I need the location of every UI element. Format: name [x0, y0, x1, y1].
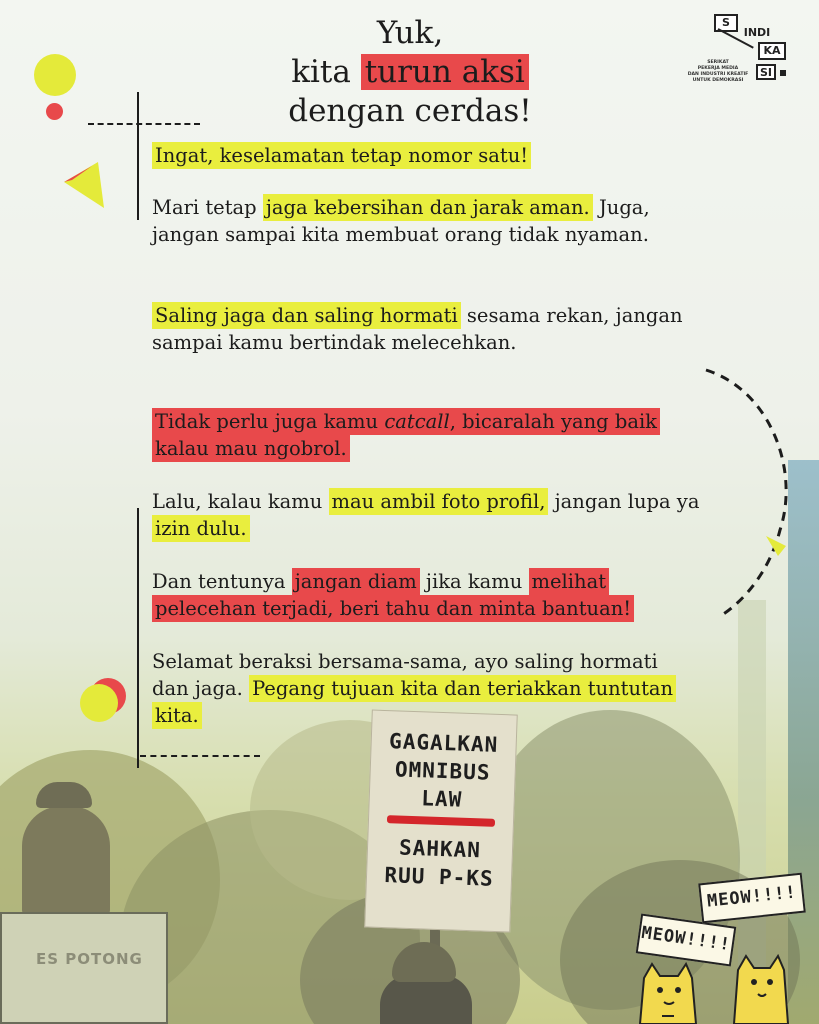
bottom-vertical-line — [137, 508, 139, 768]
protester-figure — [380, 975, 472, 1024]
logo-cell: S — [714, 14, 738, 32]
tagline-line: UNTUK DEMOKRASI — [692, 78, 744, 83]
tagline-line: DAN INDUSTRI KREATIF — [687, 72, 749, 77]
sign-line: OMNIBUS — [394, 757, 491, 785]
text: Selamat beraksi bersama-sama, ayo saling hormati dan jaga. — [152, 650, 658, 700]
tagline-line: SERIKAT — [707, 60, 729, 65]
paragraph-safety — [152, 142, 712, 169]
paragraph-cleanliness — [152, 194, 712, 248]
highlight-red: melihat pelecehan terjadi, beri tahu dan minta bantuan! — [152, 568, 634, 622]
vendor-figure — [22, 806, 110, 916]
logo-cell: KA — [758, 42, 786, 60]
cart-label: ES POTONG — [36, 950, 143, 968]
yellow-dot-bottom — [80, 684, 118, 722]
sign-line: GAGALKAN — [388, 729, 499, 757]
sign-red-strike — [387, 815, 495, 827]
title-text: kita — [291, 54, 351, 90]
highlight-red — [152, 408, 660, 462]
logo-cell: SI — [756, 64, 776, 80]
logo-cell: INDI — [743, 26, 771, 39]
sign-line: RUU P-KS — [384, 863, 495, 891]
italic-word: catcall — [384, 410, 450, 433]
text: jangan lupa ya — [554, 490, 700, 513]
logo-tagline — [678, 60, 758, 84]
title-line: Yuk, — [376, 15, 444, 51]
paragraph-closing — [152, 648, 692, 729]
top-vertical-line — [137, 92, 139, 220]
highlight-yellow: Pegang tujuan kita dan teriakkan tuntutan kita. — [152, 675, 676, 729]
meow-text: MEOW!!!! — [640, 922, 733, 956]
es-potong-cart — [0, 912, 168, 1024]
title-highlight: turun aksi — [361, 54, 529, 90]
sindikasi-logo — [668, 14, 798, 86]
paragraph-respect — [152, 302, 712, 356]
highlight-yellow: izin dulu. — [152, 515, 250, 542]
text: Mari tetap — [152, 196, 257, 219]
sign-line: SAHKAN — [398, 835, 482, 863]
top-dashed-line — [88, 123, 200, 125]
paragraph-catcall — [152, 408, 672, 462]
highlight-yellow: Ingat, keselamatan tetap nomor satu! — [152, 142, 531, 169]
text: , bicaralah yang baik kalau mau ngobrol. — [155, 410, 657, 460]
text: Dan tentunya — [152, 570, 286, 593]
title-line — [250, 53, 570, 92]
tagline-line: PEKERJA MEDIA — [697, 66, 739, 71]
text: Juga, jangan sampai kita membuat orang tidak nyaman. — [152, 196, 650, 246]
red-dot — [46, 103, 63, 120]
paragraph-photo — [152, 488, 712, 542]
logo-square — [780, 70, 786, 76]
highlight-yellow: mau ambil foto profil, — [329, 488, 549, 515]
page-title — [250, 14, 570, 131]
protest-sign — [364, 710, 518, 933]
text: Tidak perlu juga kamu — [155, 410, 379, 433]
bottom-dashed-line — [140, 755, 260, 757]
vendor-hat — [36, 782, 92, 808]
left-triangle-decoration — [62, 160, 106, 210]
sign-line: LAW — [420, 786, 463, 812]
highlight-yellow: Saling jaga dan saling hormati — [152, 302, 461, 329]
curved-dashed-arrow — [700, 360, 800, 630]
title-line: dengan cerdas! — [288, 93, 532, 129]
yellow-dot — [34, 54, 76, 96]
highlight-yellow: jaga kebersihan dan jarak aman. — [263, 194, 593, 221]
text: sesama rekan, jangan sampai kamu bertindak melecehkan. — [152, 304, 683, 354]
text: Lalu, kalau kamu — [152, 490, 323, 513]
highlight-red: jangan diam — [292, 568, 420, 595]
meow-text: MEOW!!!! — [706, 882, 798, 912]
text: jika kamu — [425, 570, 523, 593]
paragraph-speak-up — [152, 568, 712, 622]
